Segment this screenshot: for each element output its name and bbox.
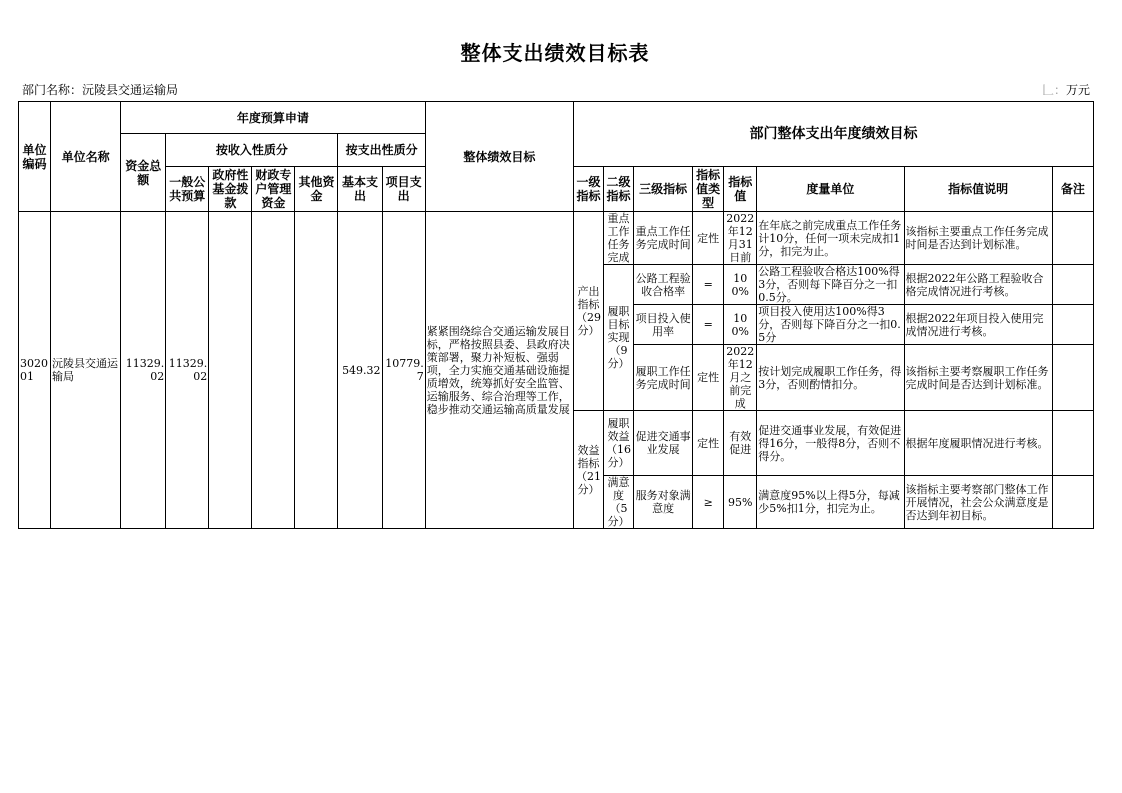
indicator-type: 定性 [693,212,724,265]
header-value-type: 指标值类型 [693,167,724,212]
header-total-funds: 资金总额 [121,134,166,212]
department-name: 部门名称：沅陵县交通运输局 [22,83,179,97]
indicator-type: ≥ [693,476,724,529]
unit-name-cell: 沅陵县交通运输局 [51,212,121,529]
header-general-budget: 一般公共预算 [166,167,209,212]
indicator-name: 履职工作任务完成时间 [634,345,693,411]
level2-cell: 满意度（5分） [604,476,634,529]
currency-unit [1042,81,1090,98]
header-level3: 三级指标 [634,167,693,212]
indicator-name: 项目投入使用率 [634,305,693,345]
indicator-name: 公路工程验收合格率 [634,265,693,305]
header-desc: 指标值说明 [904,167,1052,212]
level1-cell: 产出指标（29分） [573,212,603,411]
header-project-expense: 项目支出 [382,167,425,212]
indicator-remark [1052,476,1093,529]
header-dept-goal: 部门整体支出年度绩效目标 [573,102,1093,167]
header-remark: 备注 [1052,167,1093,212]
indicator-name: 服务对象满意度 [634,476,693,529]
level2-cell: 履职目标实现（9分） [604,265,634,411]
indicator-desc: 该指标主要考察履职工作任务完成时间是否达到计划标准。 [904,345,1052,411]
table-row [19,212,1094,265]
general-budget-cell: 11329.02 [166,212,209,529]
level1-cell: 效益指标（21分） [573,411,603,529]
header-gov-fund: 政府性基金拨款 [209,167,252,212]
indicator-type: = [693,305,724,345]
indicator-remark [1052,411,1093,476]
header-other-fund: 其他资金 [295,167,338,212]
indicator-value: 95% [724,476,757,529]
indicator-desc: 该指标主要重点工作任务完成时间是否达到计划标准。 [904,212,1052,265]
indicator-measure: 在年底之前完成重点工作任务计10分，任何一项未完成扣1分，扣完为止。 [757,212,904,265]
indicator-desc: 根据2022年项目投入使用完成情况进行考核。 [904,305,1052,345]
indicator-measure: 满意度95%以上得5分，每减少5%扣1分，扣完为止。 [757,476,904,529]
indicator-remark [1052,265,1093,305]
indicator-desc: 根据2022年公路工程验收合格完成情况进行考核。 [904,265,1052,305]
header-unit-name: 单位名称 [51,102,121,212]
indicator-name: 促进交通事业发展 [634,411,693,476]
header-measure: 度量单位 [757,167,904,212]
indicator-type: 定性 [693,411,724,476]
indicator-remark [1052,305,1093,345]
special-fund-cell [252,212,295,529]
overall-goal-cell: 紧紧围绕综合交通运输发展目标，严格按照县委、县政府决策部署，聚力补短板、强弱项，全力实施交通基础设施提质增效，统筹抓好安全监管、运输服务、综合治理等工作，稳步推动交通运输高质量发展 [425,212,573,529]
indicator-type: 定性 [693,345,724,411]
basic-expense-cell: 549.32 [338,212,382,529]
project-expense-cell: 10779.7 [382,212,425,529]
other-fund-cell [295,212,338,529]
header-by-expense: 按支出性质分 [338,134,425,167]
indicator-type: = [693,265,724,305]
indicator-measure: 项目投入使用达100%得3分，否则每下降百分之一扣0.5分 [757,305,904,345]
header-overall-goal: 整体绩效目标 [425,102,573,212]
indicator-desc: 该指标主要考察部门整体工作开展情况，社会公众满意度是否达到年初目标。 [904,476,1052,529]
page-title: 整体支出绩效目标表 [460,41,650,65]
indicator-value: 100% [724,265,757,305]
indicator-value: 2022年12月31日前 [724,212,757,265]
unit-prefix: 𠃊： [1041,83,1066,97]
unit-label: 万元 [1065,83,1090,97]
indicator-measure: 按计划完成履职工作任务，得3分，否则酌情扣分。 [757,345,904,411]
indicator-value: 2022年12月之前完成 [724,345,757,411]
header-annual-budget: 年度预算申请 [121,102,426,134]
header-by-income: 按收入性质分 [166,134,338,167]
indicator-remark [1052,212,1093,265]
level2-cell: 履职效益（16分） [604,411,634,476]
header-level1: 一级指标 [573,167,603,212]
indicator-name: 重点工作任务完成时间 [634,212,693,265]
gov-fund-cell [209,212,252,529]
indicator-desc: 根据年度履职情况进行考核。 [904,411,1052,476]
indicator-value: 100% [724,305,757,345]
total-funds-cell: 11329.02 [121,212,166,529]
indicator-measure: 公路工程验收合格达100%得3分，否则每下降百分之一扣0.5分。 [757,265,904,305]
indicator-measure: 促进交通事业发展，有效促进得16分，一般得8分，否则不得分。 [757,411,904,476]
header-level2: 二级指标 [604,167,634,212]
unit-code-cell: 302001 [19,212,51,529]
header-special-fund: 财政专户管理资金 [252,167,295,212]
performance-table [18,101,1094,529]
header-unit-code: 单位编码 [19,102,51,212]
indicator-remark [1052,345,1093,411]
header-basic-expense: 基本支出 [338,167,382,212]
level2-cell: 重点工作任务完成 [604,212,634,265]
header-value: 指标值 [724,167,757,212]
indicator-value: 有效促进 [724,411,757,476]
